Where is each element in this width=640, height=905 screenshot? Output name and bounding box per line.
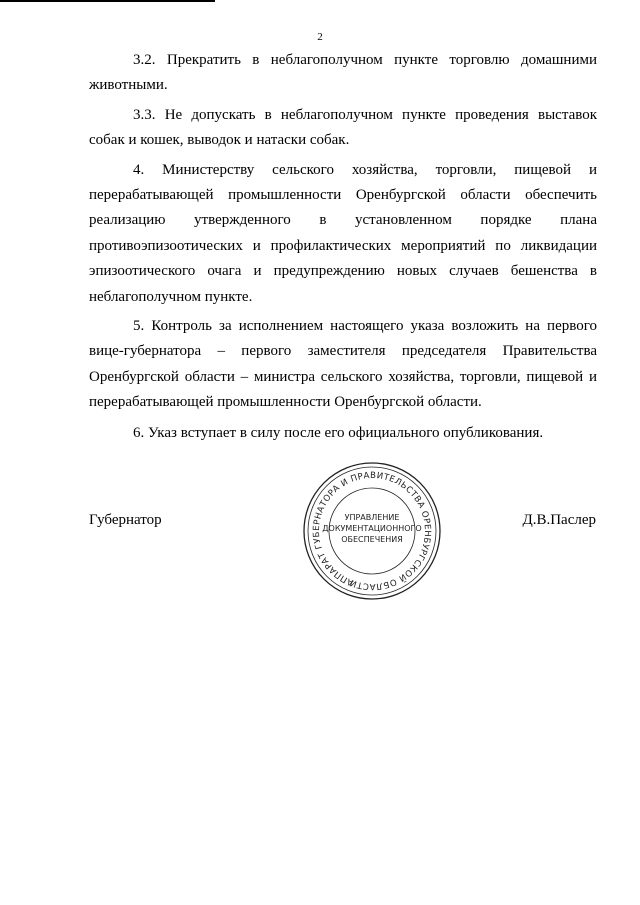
top-rule	[0, 0, 215, 2]
official-stamp	[301, 460, 443, 602]
signature-name: Д.В.Паслер	[522, 512, 596, 528]
paragraph-3-2: 3.2. Прекратить в неблагополучном пункте торговлю домашними животными.	[89, 52, 597, 94]
stamp-line-1: УПРАВЛЕНИЕ	[344, 513, 400, 522]
paragraph-5: 5. Контроль за исполнением настоящего указа возложить на первого вице-губернатора – первого заместителя председателя Правительства Оренбургской области – министра сельского хозяйства, торговли, пищевой и перерабатывающей промышленности Оренбургской области.	[89, 318, 597, 411]
paragraph-3-3: 3.3. Не допускать в неблагополучном пункте проведения выставок собак и кошек, выводок и натаски собак.	[89, 106, 597, 149]
document-body	[89, 48, 597, 446]
paragraph-4: 4. Министерству сельского хозяйства, торговли, пищевой и перерабатывающей промышленности Оренбургской области обеспечить реализацию утвержденного в установленном порядке плана противоэпизоотических и профилактических мероприятий по ликвидации эпизоотического очага и предупреждению новых случаев бешенства в неблагополучном пункте.	[89, 161, 597, 305]
page-number: 2	[317, 31, 323, 43]
stamp-line-3: ОБЕСПЕЧЕНИЯ	[341, 535, 403, 544]
stamp-ring-text: АППАРАТ ГУБЕРНАТОРА И ПРАВИТЕЛЬСТВА ОРЕНБУРГСКОЙ ОБЛАСТИ	[311, 470, 433, 592]
paragraph-6: 6. Указ вступает в силу после его официального опубликования.	[133, 424, 544, 441]
stamp-seal-icon	[301, 460, 443, 602]
stamp-line-2: ДОКУМЕНТАЦИОННОГО	[322, 524, 422, 533]
signature-title: Губернатор	[89, 512, 162, 528]
